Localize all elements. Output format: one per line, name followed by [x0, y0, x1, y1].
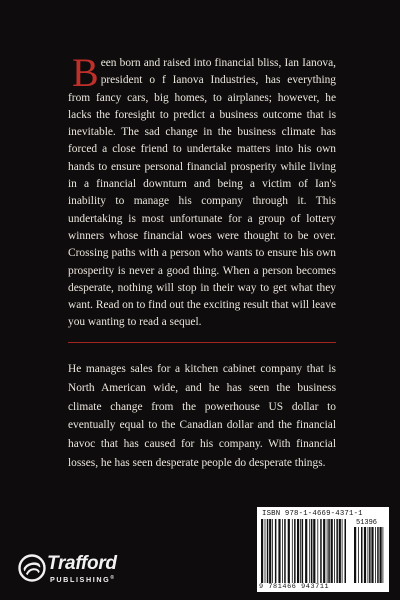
blurb-paragraph: [68, 50, 336, 332]
drop-cap: B: [72, 50, 99, 95]
ean-barcode-bars: [261, 519, 349, 583]
publisher-tagline-text: PUBLISHING: [50, 575, 111, 584]
trafford-swirl-icon: [18, 554, 46, 582]
price-addon-number: 51396: [356, 519, 378, 527]
ean-digits: 9 781466 943711: [259, 583, 330, 591]
publisher-tagline: [50, 575, 114, 584]
publisher-logo: [18, 553, 130, 587]
blurb-text: een born and raised into financial bliss, Ian Ianova, president o f Ianova Industries, has everything from fancy cars, big homes, to airplanes; however, he lacks the foresight to predict a business outcome that is inevitable. The sad change in the business climate has forced a close friend to undertake matters into his own hands to ensure personal financial prosperity while living in a financial downturn and being a victim of Ian's inability to manage his company through it. This undertaking is most unfortunate for a group of lottery winners whose financial woes were thought to be over. Crossing paths with a person who wants to ensure his own prosperity is never a good thing. When a person becomes desperate, nothing will stop in their way to get what they want. Read on to find out the exciting result that will leave you wanting to read a sequel.: [68, 57, 336, 329]
section-divider: [68, 342, 336, 343]
isbn-barcode: [257, 507, 389, 592]
author-bio: He manages sales for a kitchen cabinet company that is North American wide, and he has seen the business climate change from the powerhouse US dollar to eventually equal to the Canadian dollar and the financial havoc that has caused for his company. With financial losses, he has seen desperate people do desperate things.: [68, 363, 336, 469]
publisher-name: Trafford: [47, 553, 117, 574]
addon-barcode-bars: [354, 527, 386, 583]
registered-mark: ®: [110, 575, 115, 581]
isbn-label: ISBN 978-1-4669-4371-1: [262, 510, 363, 518]
